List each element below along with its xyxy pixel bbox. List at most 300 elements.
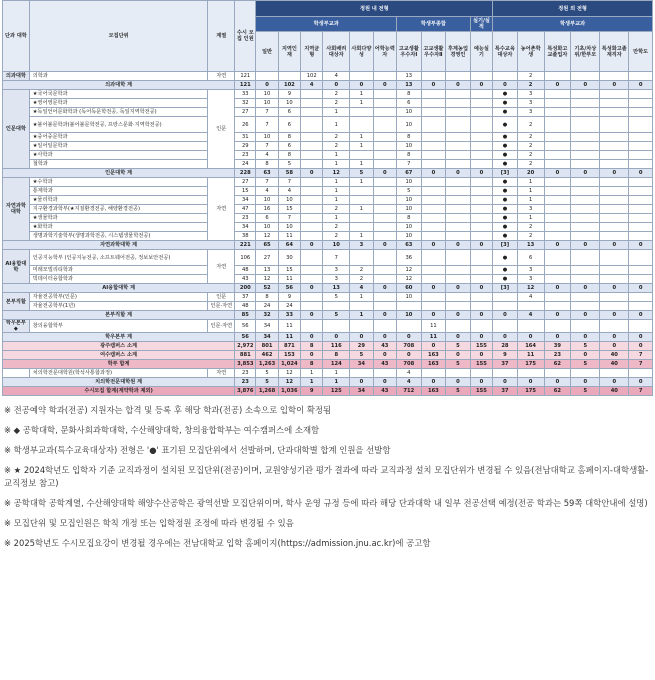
college-cell: 학우본부◆ bbox=[3, 320, 30, 333]
value-cell: 34 bbox=[256, 320, 278, 333]
value-cell bbox=[446, 293, 471, 302]
value-cell: 43 bbox=[373, 360, 396, 369]
value-cell bbox=[373, 108, 396, 117]
track-cell: 자연 bbox=[208, 178, 235, 241]
table-row bbox=[3, 187, 653, 196]
table-row bbox=[3, 266, 653, 275]
header-col: 기초/차상위/한부모 bbox=[571, 32, 600, 72]
value-cell: 0 bbox=[470, 81, 492, 90]
value-cell: 12 bbox=[517, 284, 544, 293]
value-cell: 8 bbox=[397, 133, 422, 142]
note-item: ※ ★ 2024학년도 입학자 기준 교직과정이 설치된 모집단위(전공)이며, 교원양성기관 평가 결과에 따라 교직과정 설치 모집단위가 변경될 수 있음(전남대학교 홈페이지-대학생활-교직정보 참고) bbox=[4, 465, 649, 488]
value-cell: 2 bbox=[517, 72, 544, 81]
value-cell: 155 bbox=[470, 387, 492, 396]
value-cell bbox=[470, 90, 492, 99]
value-cell: 0 bbox=[421, 284, 446, 293]
value-cell: 4 bbox=[323, 72, 350, 81]
value-cell: 0 bbox=[544, 81, 571, 90]
value-cell: 124 bbox=[323, 360, 350, 369]
value-cell bbox=[301, 142, 323, 151]
value-cell: 67 bbox=[397, 169, 422, 178]
value-cell bbox=[544, 266, 571, 275]
value-cell: 0 bbox=[301, 351, 323, 360]
unit-cell: ★일어일문학과 bbox=[29, 142, 208, 151]
value-cell: 6 bbox=[278, 108, 300, 117]
value-cell: 3 bbox=[323, 275, 350, 284]
value-cell: 34 bbox=[350, 360, 373, 369]
value-cell bbox=[470, 72, 492, 81]
value-cell bbox=[544, 151, 571, 160]
value-cell: 10 bbox=[323, 241, 350, 250]
value-cell bbox=[421, 142, 446, 151]
college-cell: 인문대학 bbox=[3, 90, 30, 169]
unit-cell: ★사학과 bbox=[29, 151, 208, 160]
value-cell: 7 bbox=[629, 360, 653, 369]
value-cell bbox=[600, 151, 629, 160]
value-cell: 10 bbox=[256, 90, 278, 99]
value-cell bbox=[470, 369, 492, 378]
value-cell: 2 bbox=[323, 142, 350, 151]
value-cell: 1 bbox=[323, 178, 350, 187]
quota-cell: 24 bbox=[235, 160, 256, 169]
value-cell: 0 bbox=[517, 378, 544, 387]
unit-cell: ★독일언어문화학과 (독어독문학전공, 독일지역학전공) bbox=[29, 108, 208, 117]
value-cell bbox=[470, 214, 492, 223]
table-row bbox=[3, 214, 653, 223]
value-cell bbox=[421, 250, 446, 266]
value-cell: 0 bbox=[301, 333, 323, 342]
value-cell bbox=[571, 160, 600, 169]
table-row bbox=[3, 142, 653, 151]
value-cell bbox=[629, 223, 653, 232]
value-cell bbox=[629, 151, 653, 160]
value-cell bbox=[600, 293, 629, 302]
value-cell: 16 bbox=[256, 205, 278, 214]
value-cell bbox=[470, 187, 492, 196]
value-cell: 5 bbox=[350, 351, 373, 360]
track-cell: 인문 bbox=[208, 90, 235, 169]
value-cell: 33 bbox=[278, 311, 300, 320]
table-row bbox=[3, 205, 653, 214]
quota-cell: 34 bbox=[235, 196, 256, 205]
value-cell bbox=[571, 196, 600, 205]
note-item: ※ 학생부교과(특수교육대상자) 전형은 '●' 표기된 모집단위에서 선발하며, 단과대학별 합계 인원을 선발함 bbox=[4, 445, 391, 455]
subtotal-label: 치의학전문대학원 계 bbox=[3, 378, 235, 387]
value-cell: 0 bbox=[629, 378, 653, 387]
value-cell: 11 bbox=[421, 320, 446, 333]
header-col: 농어촌학생 bbox=[517, 32, 544, 72]
value-cell bbox=[544, 275, 571, 284]
campus-row bbox=[3, 342, 653, 351]
value-cell bbox=[629, 369, 653, 378]
table-row bbox=[3, 223, 653, 232]
sub-row bbox=[3, 311, 653, 320]
value-cell bbox=[373, 369, 396, 378]
value-cell bbox=[373, 205, 396, 214]
header-col: 만학도 bbox=[629, 32, 653, 72]
value-cell bbox=[301, 133, 323, 142]
value-cell bbox=[470, 133, 492, 142]
value-cell: 0 bbox=[600, 311, 629, 320]
grand-row bbox=[3, 387, 653, 396]
value-cell: ● bbox=[493, 196, 518, 205]
value-cell bbox=[470, 117, 492, 133]
value-cell: ● bbox=[493, 117, 518, 133]
value-cell bbox=[446, 232, 471, 241]
value-cell: [3] bbox=[493, 241, 518, 250]
value-cell: 40 bbox=[600, 351, 629, 360]
value-cell bbox=[301, 232, 323, 241]
value-cell bbox=[373, 196, 396, 205]
quota-cell: 23 bbox=[235, 151, 256, 160]
value-cell: 163 bbox=[421, 351, 446, 360]
value-cell bbox=[629, 293, 653, 302]
value-cell: 0 bbox=[629, 311, 653, 320]
value-cell: 1 bbox=[323, 151, 350, 160]
value-cell: 7 bbox=[397, 160, 422, 169]
value-cell bbox=[446, 302, 471, 311]
value-cell: 0 bbox=[629, 81, 653, 90]
value-cell: 24 bbox=[256, 302, 278, 311]
value-cell: 5 bbox=[571, 360, 600, 369]
value-cell: 0 bbox=[446, 333, 471, 342]
sub-row bbox=[3, 378, 653, 387]
value-cell bbox=[544, 108, 571, 117]
value-cell: 0 bbox=[373, 311, 396, 320]
value-cell: 0 bbox=[517, 333, 544, 342]
value-cell: 5 bbox=[571, 387, 600, 396]
value-cell: 0 bbox=[493, 378, 518, 387]
value-cell: 27 bbox=[256, 250, 278, 266]
value-cell bbox=[629, 99, 653, 108]
value-cell bbox=[470, 232, 492, 241]
value-cell: 58 bbox=[278, 169, 300, 178]
value-cell: 10 bbox=[256, 99, 278, 108]
value-cell bbox=[600, 302, 629, 311]
value-cell bbox=[544, 196, 571, 205]
value-cell bbox=[571, 275, 600, 284]
value-cell: ● bbox=[493, 232, 518, 241]
value-cell bbox=[470, 293, 492, 302]
value-cell bbox=[421, 196, 446, 205]
value-cell bbox=[446, 320, 471, 333]
table-row bbox=[3, 151, 653, 160]
value-cell: 52 bbox=[256, 284, 278, 293]
value-cell bbox=[470, 223, 492, 232]
value-cell: 708 bbox=[397, 342, 422, 351]
value-cell: 10 bbox=[256, 223, 278, 232]
quota-cell: 85 bbox=[235, 311, 256, 320]
value-cell bbox=[493, 293, 518, 302]
quota-cell: 23 bbox=[235, 369, 256, 378]
value-cell bbox=[373, 178, 396, 187]
value-cell bbox=[350, 214, 373, 223]
value-cell bbox=[301, 178, 323, 187]
value-cell: 1,036 bbox=[278, 387, 300, 396]
value-cell bbox=[301, 108, 323, 117]
value-cell bbox=[350, 187, 373, 196]
header-group-in: 정원 내 전형 bbox=[256, 1, 493, 17]
value-cell bbox=[629, 178, 653, 187]
value-cell: 9 bbox=[301, 387, 323, 396]
value-cell: 8 bbox=[301, 360, 323, 369]
value-cell bbox=[470, 160, 492, 169]
value-cell: 65 bbox=[256, 241, 278, 250]
value-cell bbox=[446, 108, 471, 117]
value-cell: 0 bbox=[350, 378, 373, 387]
value-cell: 1 bbox=[517, 214, 544, 223]
unit-cell: ★영어영문학과 bbox=[29, 99, 208, 108]
value-cell: 5 bbox=[446, 360, 471, 369]
subtotal-label: 광주캠퍼스 소계 bbox=[3, 342, 235, 351]
value-cell bbox=[470, 205, 492, 214]
value-cell: 8 bbox=[323, 351, 350, 360]
value-cell: 5 bbox=[323, 311, 350, 320]
value-cell bbox=[446, 214, 471, 223]
subtotal-label: AI융합대학 계 bbox=[3, 284, 235, 293]
value-cell bbox=[421, 90, 446, 99]
value-cell: 1 bbox=[350, 142, 373, 151]
value-cell: 1 bbox=[323, 108, 350, 117]
quota-cell: 228 bbox=[235, 169, 256, 178]
value-cell bbox=[470, 302, 492, 311]
value-cell bbox=[600, 205, 629, 214]
value-cell: 7 bbox=[323, 250, 350, 266]
value-cell bbox=[301, 250, 323, 266]
value-cell: 0 bbox=[421, 378, 446, 387]
value-cell: 7 bbox=[256, 117, 278, 133]
value-cell bbox=[571, 266, 600, 275]
value-cell bbox=[470, 275, 492, 284]
value-cell: 1 bbox=[350, 232, 373, 241]
value-cell: 4 bbox=[301, 81, 323, 90]
note-item: ※ 모집단위 및 모집인원은 학칙 개정 또는 입학정원 조정에 따라 변경될 수 있음 bbox=[4, 518, 294, 528]
value-cell: 10 bbox=[397, 223, 422, 232]
value-cell: 3 bbox=[350, 241, 373, 250]
quota-cell: 200 bbox=[235, 284, 256, 293]
value-cell: 60 bbox=[397, 284, 422, 293]
header-college: 단과 대학 bbox=[3, 1, 30, 72]
table-row bbox=[3, 160, 653, 169]
value-cell: 0 bbox=[544, 378, 571, 387]
value-cell bbox=[373, 151, 396, 160]
value-cell bbox=[571, 214, 600, 223]
value-cell bbox=[544, 293, 571, 302]
header-sub-out-student: 학생부교과 bbox=[493, 17, 653, 32]
value-cell: [3] bbox=[493, 284, 518, 293]
value-cell bbox=[373, 250, 396, 266]
value-cell bbox=[421, 108, 446, 117]
value-cell bbox=[446, 151, 471, 160]
value-cell: 1 bbox=[323, 369, 350, 378]
value-cell: 0 bbox=[373, 81, 396, 90]
value-cell: ● bbox=[493, 99, 518, 108]
header-col: 어학능력자 bbox=[373, 32, 396, 72]
sub-row bbox=[3, 241, 653, 250]
value-cell: 34 bbox=[350, 387, 373, 396]
value-cell bbox=[421, 160, 446, 169]
value-cell: 28 bbox=[493, 342, 518, 351]
value-cell: 8 bbox=[256, 293, 278, 302]
value-cell bbox=[600, 250, 629, 266]
value-cell: [3] bbox=[493, 169, 518, 178]
value-cell bbox=[544, 90, 571, 99]
value-cell bbox=[350, 72, 373, 81]
value-cell: 13 bbox=[323, 284, 350, 293]
value-cell: 1,263 bbox=[256, 360, 278, 369]
value-cell bbox=[544, 232, 571, 241]
table-header bbox=[3, 1, 653, 72]
value-cell: 0 bbox=[397, 351, 422, 360]
value-cell: 40 bbox=[600, 360, 629, 369]
value-cell: 3 bbox=[517, 205, 544, 214]
value-cell bbox=[373, 232, 396, 241]
subtotal-label: 본부직할 계 bbox=[3, 311, 235, 320]
value-cell: 5 bbox=[571, 342, 600, 351]
quota-cell: 32 bbox=[235, 99, 256, 108]
quota-cell: 56 bbox=[235, 333, 256, 342]
quota-cell: 23 bbox=[235, 378, 256, 387]
value-cell bbox=[493, 72, 518, 81]
value-cell: 1 bbox=[517, 178, 544, 187]
subtotal-label: 자연과학대학 계 bbox=[3, 241, 235, 250]
table-row bbox=[3, 232, 653, 241]
value-cell bbox=[446, 160, 471, 169]
value-cell: 10 bbox=[256, 133, 278, 142]
quota-cell: 47 bbox=[235, 205, 256, 214]
value-cell: 155 bbox=[470, 360, 492, 369]
value-cell: 0 bbox=[571, 333, 600, 342]
value-cell: 5 bbox=[446, 342, 471, 351]
value-cell: 0 bbox=[470, 378, 492, 387]
value-cell: 0 bbox=[629, 333, 653, 342]
value-cell: 0 bbox=[350, 333, 373, 342]
track-cell: 자연 bbox=[208, 72, 235, 81]
table-row bbox=[3, 250, 653, 266]
value-cell: 0 bbox=[493, 311, 518, 320]
value-cell bbox=[470, 250, 492, 266]
header-col: 사회다양성 bbox=[350, 32, 373, 72]
value-cell bbox=[373, 117, 396, 133]
value-cell bbox=[544, 214, 571, 223]
sub-row bbox=[3, 284, 653, 293]
header-track: 계열 bbox=[208, 1, 235, 72]
value-cell: 1 bbox=[517, 196, 544, 205]
value-cell: 0 bbox=[470, 169, 492, 178]
header-col: 특성화고교졸업자 bbox=[544, 32, 571, 72]
value-cell bbox=[373, 275, 396, 284]
value-cell bbox=[301, 160, 323, 169]
value-cell: 37 bbox=[493, 387, 518, 396]
value-cell bbox=[301, 266, 323, 275]
value-cell bbox=[301, 302, 323, 311]
value-cell bbox=[301, 320, 323, 333]
value-cell bbox=[600, 142, 629, 151]
value-cell bbox=[373, 214, 396, 223]
value-cell: 4 bbox=[517, 311, 544, 320]
track-cell: 자연 bbox=[208, 369, 235, 378]
value-cell: 0 bbox=[301, 241, 323, 250]
value-cell: 5 bbox=[256, 378, 278, 387]
value-cell: ● bbox=[493, 108, 518, 117]
value-cell: ● bbox=[493, 266, 518, 275]
value-cell: 9 bbox=[278, 293, 300, 302]
value-cell: 62 bbox=[544, 360, 571, 369]
value-cell bbox=[373, 320, 396, 333]
value-cell bbox=[421, 72, 446, 81]
value-cell: 4 bbox=[350, 284, 373, 293]
track-cell: 인문·자연 bbox=[208, 320, 235, 333]
value-cell: ● bbox=[493, 214, 518, 223]
value-cell: 102 bbox=[278, 81, 300, 90]
value-cell bbox=[571, 187, 600, 196]
value-cell bbox=[517, 320, 544, 333]
value-cell: 34 bbox=[256, 333, 278, 342]
value-cell bbox=[629, 133, 653, 142]
value-cell: 1 bbox=[350, 160, 373, 169]
value-cell: 1 bbox=[350, 205, 373, 214]
value-cell: 5 bbox=[446, 387, 471, 396]
value-cell: 1 bbox=[517, 187, 544, 196]
value-cell: 2 bbox=[323, 99, 350, 108]
subtotal-label: 의과대학 계 bbox=[3, 81, 235, 90]
value-cell: 43 bbox=[373, 342, 396, 351]
value-cell: 10 bbox=[278, 223, 300, 232]
value-cell: ● bbox=[493, 205, 518, 214]
value-cell bbox=[301, 99, 323, 108]
value-cell bbox=[373, 90, 396, 99]
value-cell bbox=[571, 133, 600, 142]
value-cell bbox=[600, 214, 629, 223]
value-cell: 0 bbox=[600, 169, 629, 178]
unit-cell: ★화학과 bbox=[29, 223, 208, 232]
table-row bbox=[3, 302, 653, 311]
value-cell bbox=[350, 369, 373, 378]
value-cell bbox=[600, 275, 629, 284]
value-cell bbox=[373, 302, 396, 311]
value-cell: 2 bbox=[323, 133, 350, 142]
value-cell bbox=[446, 90, 471, 99]
unit-cell: ★불어불문학과(불어불문학전공, 프랑스문화·지역학전공) bbox=[29, 117, 208, 133]
value-cell bbox=[301, 151, 323, 160]
value-cell: 125 bbox=[323, 387, 350, 396]
unit-cell: ★수학과 bbox=[29, 178, 208, 187]
quota-cell: 48 bbox=[235, 266, 256, 275]
value-cell: 10 bbox=[397, 293, 422, 302]
subtotal-label: 학부 합계 bbox=[3, 360, 235, 369]
value-cell: 2 bbox=[323, 223, 350, 232]
value-cell: 9 bbox=[493, 351, 518, 360]
value-cell bbox=[301, 187, 323, 196]
value-cell bbox=[446, 99, 471, 108]
value-cell bbox=[470, 99, 492, 108]
value-cell bbox=[350, 302, 373, 311]
table-row bbox=[3, 293, 653, 302]
value-cell: 0 bbox=[323, 333, 350, 342]
value-cell bbox=[446, 178, 471, 187]
value-cell: 5 bbox=[323, 293, 350, 302]
value-cell bbox=[571, 90, 600, 99]
value-cell: 0 bbox=[544, 333, 571, 342]
value-cell bbox=[493, 320, 518, 333]
value-cell: 0 bbox=[629, 169, 653, 178]
value-cell bbox=[350, 196, 373, 205]
value-cell: 0 bbox=[373, 333, 396, 342]
value-cell: 0 bbox=[544, 311, 571, 320]
value-cell: 462 bbox=[256, 351, 278, 360]
college-cell: 자연과학대학 bbox=[3, 178, 30, 241]
value-cell: 1 bbox=[350, 178, 373, 187]
